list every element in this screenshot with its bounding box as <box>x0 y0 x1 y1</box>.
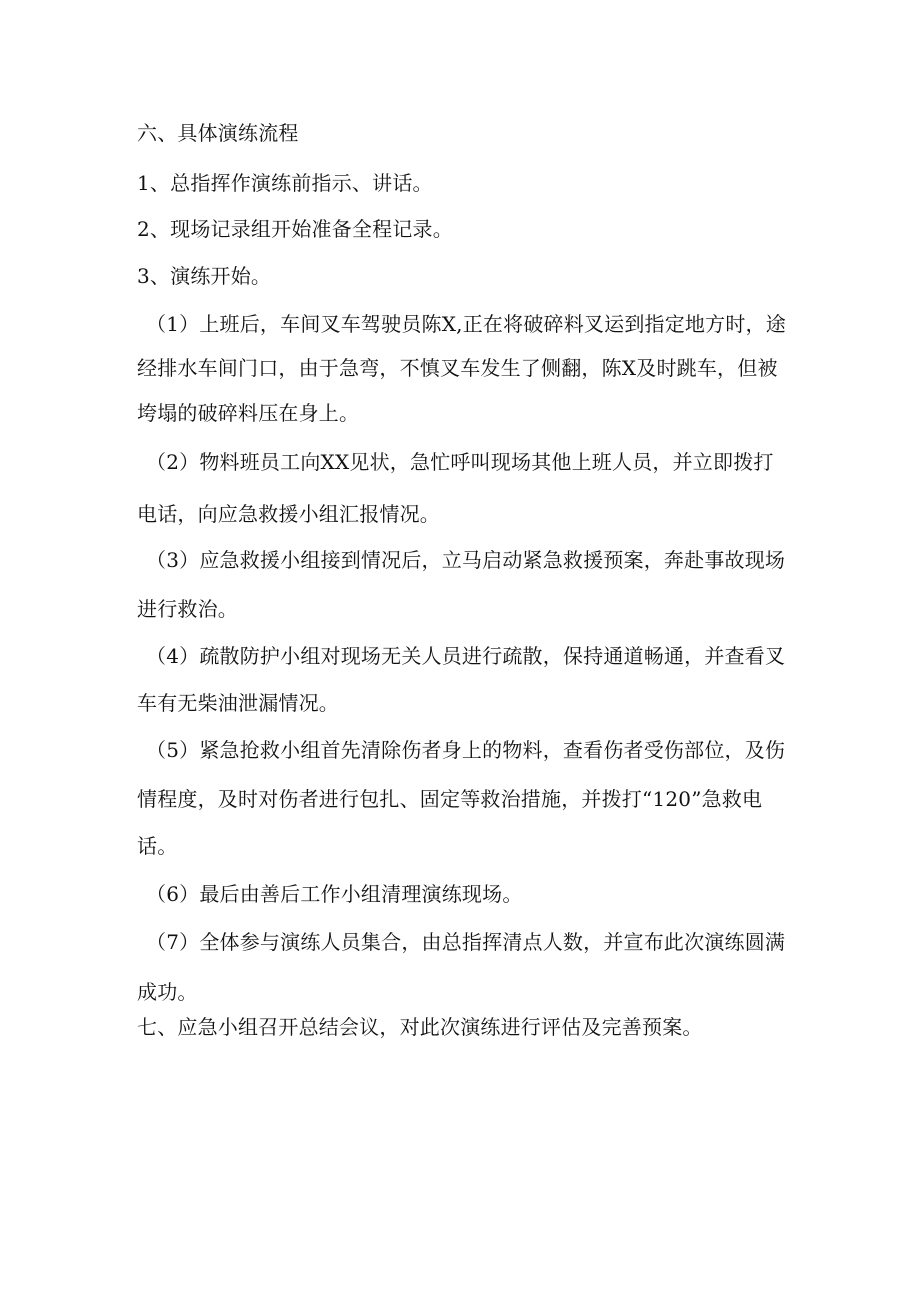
sub-step-6-line-1: （6）最后由善后工作小组清理演练现场。 <box>146 882 523 906</box>
sub-step-3-line-1: （3）应急救援小组接到情况后，立马启动紧急救援预案，奔赴事故现场 <box>146 548 786 572</box>
sub-step-7-line-1: （7）全体参与演练人员集合，由总指挥清点人数，并宣布此次演练圆满 <box>146 930 786 954</box>
sub-step-4-line-1: （4）疏散防护小组对现场无关人员进行疏散，保持通道畅通，并查看叉 <box>146 644 786 668</box>
sub-step-2-line-1: （2）物料班员工向XX见状，急忙呼叫现场其他上班人员，并立即拨打 <box>146 450 774 474</box>
sub-step-5-line-3: 话。 <box>137 834 178 858</box>
sub-step-1-line-1: （1）上班后，车间叉车驾驶员陈X,正在将破碎料叉运到指定地方时，途 <box>146 312 786 336</box>
section-seven-heading: 七、应急小组召开总结会议，对此次演练进行评估及完善预案。 <box>137 1015 703 1039</box>
step-2: 2、现场记录组开始准备全程记录。 <box>137 217 453 241</box>
sub-step-3-line-2: 进行救治。 <box>137 597 238 621</box>
sub-step-1-line-3: 垮塌的破碎料压在身上。 <box>137 401 360 425</box>
section-six-heading: 六、具体演练流程 <box>137 121 299 145</box>
sub-step-7-line-2: 成功。 <box>137 980 198 1004</box>
step-1: 1、总指挥作演练前指示、讲话。 <box>137 171 433 195</box>
sub-step-1-line-2: 经排水车间门口，由于急弯，不慎叉车发生了侧翻，陈X及时跳车，但被 <box>137 356 778 380</box>
sub-step-2-line-2: 电话，向应急救援小组汇报情况。 <box>137 502 440 526</box>
sub-step-5-line-2: 情程度，及时对伤者进行包扎、固定等救治措施，并拨打“120”急救电 <box>137 787 763 811</box>
sub-step-4-line-2: 车有无柴油泄漏情况。 <box>137 691 339 715</box>
sub-step-5-line-1: （5）紧急抢救小组首先清除伤者身上的物料，查看伤者受伤部位，及伤 <box>146 738 786 762</box>
step-3: 3、演练开始。 <box>137 264 272 288</box>
